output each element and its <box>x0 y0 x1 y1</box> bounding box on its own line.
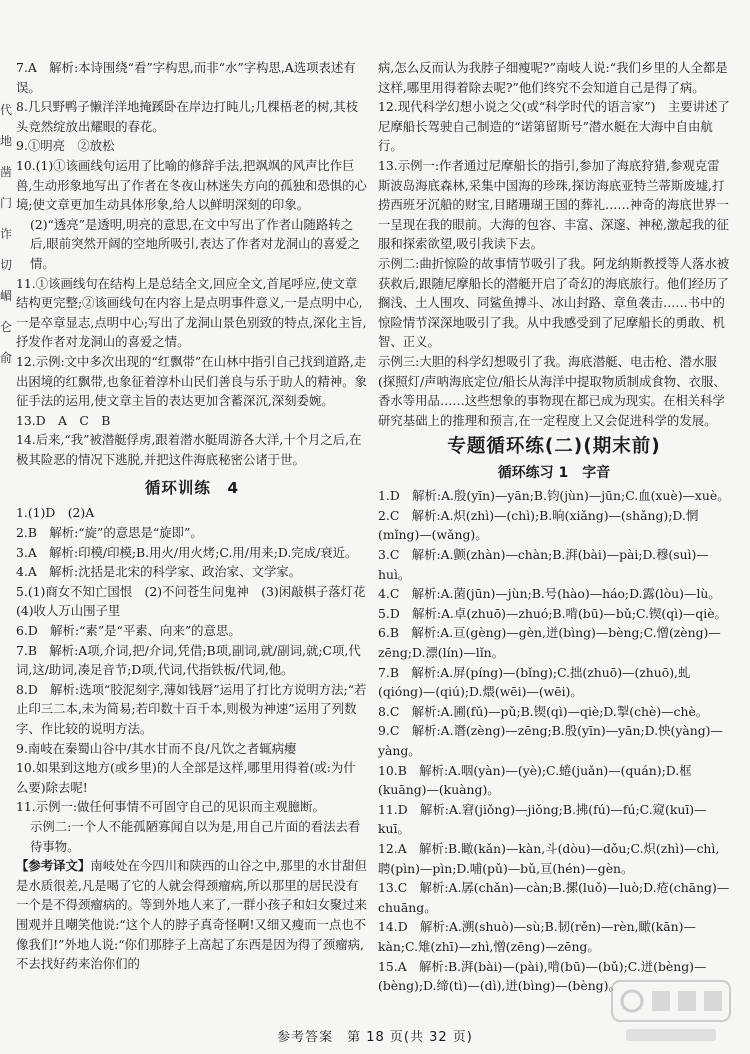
edge-char: 切 <box>0 258 13 272</box>
answer-item: 14.D 解析:A.溯(shuò)—sù;B.韧(rěn)—rèn,瞰(kān)—kàn;C.雉(zhī)—zhì,憎(zēng)—zēng。 <box>378 919 696 954</box>
edge-char: 代 <box>0 103 13 117</box>
answer-item: 15.A 解析:B.湃(bài)—(pài),啃(bū)—(bǔ);C.迸(bèng)—(bèng);D.缔(tì)—(dì),迸(bìng)—(bèng)。 <box>378 958 707 994</box>
answer-item: 10.B 解析:A.咽(yàn)—(yè);C.蜷(juǎn)—(quán);D.框(kuāng)—(kuàng)。 <box>378 762 692 798</box>
answer-item: 11.①该画线句在结构上是总结全文,回应全文,首尾呼应,使文章结构更完整;②该画线句在内容上是点明事件意义,一是点明中心,一是卒章显志,点明中心;写出了龙洞山景色别致的特点,深化主旨,抒发作者对龙洞山的喜爱之情。 <box>16 275 367 350</box>
answer-item: 7.A 解析:本诗围绕“看”字构思,而非“水”字构思,A选项表述有误。 <box>16 60 356 95</box>
answer-item: 12.示例:文中多次出现的“红飘带”在山林中指引自己找到道路,走出困境的红飘带,也象征着淳朴山民们善良与乐于助人的精神。象征手法的运用,使文章主旨的表达更加含蓄深沉,深刻委婉。 <box>16 353 367 409</box>
edge-char: 仑 <box>0 320 13 334</box>
binding-edge-chars <box>0 95 12 374</box>
answer-item: 示例二:一个人不能孤陋寡闻自以为是,用自己片面的看法去看待事物。 <box>30 818 361 854</box>
answer-item: 12.A 解析:B.瞰(kǎn)—kàn,斗(dòu)—dǒu;C.炽(zhì)—chì,聘(pìn)—pìn;D.哺(pǔ)—bǔ,亘(hén)—gèn。 <box>378 840 720 876</box>
answer-item: 1.(1)D (2)A <box>16 505 95 521</box>
answer-item: 13.C 解析:A.孱(chǎn)—càn;B.摞(luǒ)—luò;D.疮(chāng)—chuāng。 <box>378 880 730 915</box>
edge-char: 凿 <box>0 165 13 179</box>
section-title: 循环训练 4 <box>144 479 240 498</box>
answer-item: 4.A 解析:沈括是北宋的科学家、政治家、文学家。 <box>16 564 302 580</box>
answer-item: 8.几只野鸭子懒洋洋地掩蹊卧在岸边打盹儿;几棵梧老的树,其枝头竞然绽放出耀眼的春花。 <box>16 99 359 134</box>
answer-item: 8.C 解析:A.圃(fǔ)—pǔ;B.锲(qì)—qiè;D.掣(chè)—chè。 <box>378 703 709 719</box>
answer-item: 13.D A C B <box>16 412 111 428</box>
answer-item: (2)“透亮”是透明,明亮的意思,在文中写出了作者山随路转之后,眼前突然开阔的空地所吸引,表达了作者对龙洞山的喜爱之情。 <box>30 216 361 271</box>
answer-item: 4.C 解析:A.菌(jūn)—jùn;B.号(hào)—háo;D.露(lòu)—lù。 <box>378 586 721 602</box>
answer-item: 10.如果到这地方(或乡里)的人全部是这样,哪里用得着(或:为什么要)除去呢! <box>16 760 356 795</box>
answer-item: 9.C 解析:A.谮(zèng)—zēng;B.殷(yīn)—yān;D.怏(yàng)—yàng。 <box>378 723 723 758</box>
translation-paragraph <box>16 856 368 974</box>
edge-char: 地 <box>0 134 13 148</box>
chapter-title: 专题循环练(二)(期末前) <box>447 436 661 458</box>
answer-item: 11.示例一:做任何事情不可固守自己的见识而主观臆断。 <box>16 799 325 815</box>
answer-item: 12.现代科学幻想小说之父(或“科学时代的语言家”) 主要讲述了尼摩船长驾驶自己制造的“诺第留斯号”潜水艇在大海中自由航行。 <box>378 99 730 154</box>
answer-item: 5.D 解析:A.卓(zhuō)—zhuó;B.啃(bū)—bǔ;C.锲(qì)—qiè。 <box>378 605 727 621</box>
translation-text: 南岐处在今四川和陕西的山谷之中,那里的水甘甜但是水质很差,凡是喝了它的人就会得颈瘤病,所以那里的居民没有一个是不得颈瘤病的。等到外地人来了,一群小孩子和妇女聚过来围观并且嘲笑他说:“这个人的脖子真奇怪啊!又细又瘦而一点也不像我们!”外地人说:“你们那脖子上高起了东西是因为得了颈瘤病,不去找好药来治你们的 <box>16 858 367 972</box>
edge-char: 俞 <box>0 351 13 365</box>
answer-item: 病,怎么反而认为我脖子细瘦呢?”南岐人说:“我们乡里的人全都是这样,哪里用得着除去呢?”他们终究不会知道自己是得了病。 <box>378 60 728 95</box>
answer-item: 2.B 解析:“旋”的意思是“旋即”。 <box>16 525 203 541</box>
answer-item: 3.A 解析:印模/印模;B.用火/用火烤;C.用/用来;D.完成/衰近。 <box>16 544 358 560</box>
edge-char: 诈 <box>0 227 13 241</box>
answer-item: 13.示例一:作者通过尼摩船长的指引,参加了海底狩猎,参观克雷斯波岛海底森林,采集中国海的珍珠,探访海底亚特兰蒂斯废墟,打捞西班牙沉船的财宝,目睹珊瑚王国的葬礼……神奇的海底世界一一呈现在我的眼前。大海的包容、丰富、深邃、神秘,激起我的征服和探索欲望,吸引我读下去。 <box>378 157 729 252</box>
answer-item: 14.后来,“我”被潜艇俘虏,跟着潜水艇周游各大洋,十个月之后,在极其险恶的情况下逃脱,并把这件海底秘密公诸于世。 <box>16 432 362 467</box>
answer-item: 10.(1)①该画线句运用了比喻的修辞手法,把飒飒的风声比作巨兽,生动形象地写出了作者在冬夜山林迷失方向的孤独和恐惧的心境;使文章更加生动具体形象,给人以鲜明深刻的印象。 <box>16 157 367 213</box>
answer-item: 5.(1)商女不知亡国恨 (2)不问苍生问鬼神 (3)闲敲棋子落灯花 (4)收人万山围子里 <box>16 583 378 619</box>
exercise-title: 循环练习 1 字音 <box>497 465 611 482</box>
translation-label: 【参考译文】 <box>16 858 91 874</box>
answer-item: 1.D 解析:A.殷(yīn)—yān;B.钧(jùn)—jūn;C.血(xuè)—xuè。 <box>378 488 730 504</box>
edge-char: 门 <box>0 196 13 210</box>
answer-item: 2.C 解析:A.炽(zhì)—(chì);B.晌(xiǎng)—(shǎng);D.惘(mǐng)—(wǎng)。 <box>378 507 699 543</box>
answer-item: 9.南岐在秦蜀山谷中/其水甘而不良/凡饮之者辄病瘿 <box>16 740 297 756</box>
answer-item: 3.C 解析:A.颤(zhàn)—chàn;B.湃(bài)—pài;D.穆(suì)—huì。 <box>378 547 709 582</box>
left-column <box>16 58 378 974</box>
answer-item: 8.D 解析:选项“胶泥刻字,薄如钱唇”运用了打比方说明方法;“若止印三二本,未为简易;若印数十百千本,则极为神速”运用了列数字、作比较的说明方法。 <box>16 681 367 736</box>
answer-item: 9.①明亮 ②放松 <box>16 138 115 154</box>
page-footer: 参考答案 第 18 页(共 32 页) <box>277 1030 473 1045</box>
edge-char: 嵋 <box>0 289 13 303</box>
answer-item: 7.B 解析:A.屏(píng)—(bǐng);C.拙(zhuō)—(zhuō),虬(qióng)—(qiú);D.煨(wēi)—(wēi)。 <box>378 664 691 700</box>
answer-item: 6.D 解析:“素”是“平素、向来”的意思。 <box>16 623 241 639</box>
answer-item: 6.B 解析:A.亘(gèng)—gèn,迸(bìng)—bèng;C.憎(zèng)—zēng;D.漂(lín)—lǐn。 <box>378 625 721 661</box>
right-column <box>378 58 730 996</box>
answer-item: 示例三:大胆的科学幻想吸引了我。海底潜艇、电击枪、潜水服(探照灯/声呐海底定位/船长从海洋中提取物质制成食物、衣服、香水等用品……这些想象的事物现在都已成为现实。在相关科学研究基础上的推理和预言,在一定程度上又会促进科学的发展。 <box>378 353 726 428</box>
answer-item: 7.B 解析:A项,介词,把/介词,凭借;B项,副词,就/副词,就;C项,代词,这/助词,凑足音节;D项,代词,代指铁板/代词,他。 <box>16 642 361 678</box>
answer-item: 示例二:曲折惊险的故事情节吸引了我。阿龙纳斯教授等人落水被获救后,跟随尼摩船长的潜艇开启了奇幻的海底旅行。他们经历了搁浅、土人围攻、同鲨鱼搏斗、冰山封路、章鱼袭击……书中的惊险情节深深地吸引了我。从中我感受到了尼摩船长的勇敢、机智、正义。 <box>378 255 730 350</box>
answer-item: 11.D 解析:A.窘(jiǒng)—jiǒng;B.拂(fú)—fú;C.窥(kuī)—kuī。 <box>378 801 707 837</box>
